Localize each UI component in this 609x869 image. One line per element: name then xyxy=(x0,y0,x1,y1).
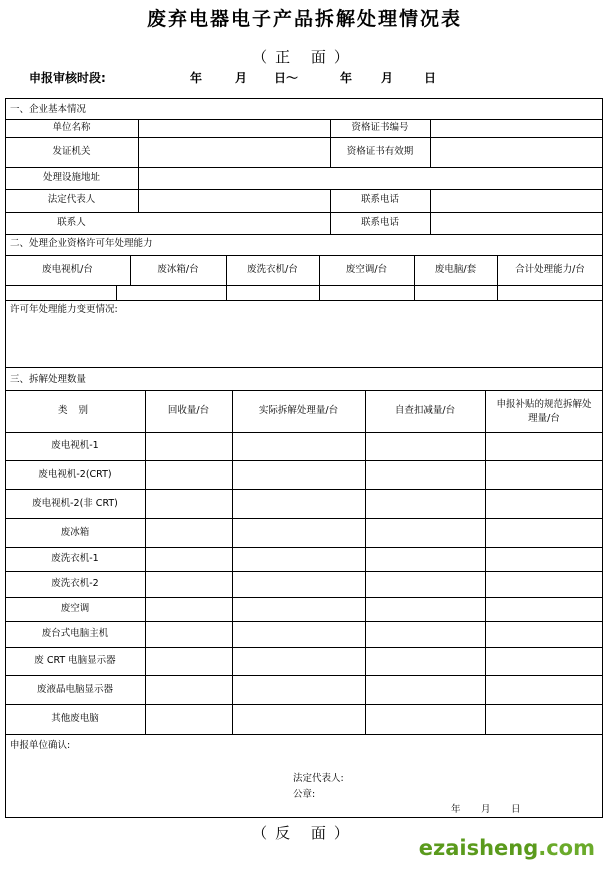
divider xyxy=(430,137,431,167)
table-row: 废电视机-1 xyxy=(51,440,99,451)
divider xyxy=(5,255,603,256)
table-row: 废冰箱 xyxy=(60,527,90,538)
table-row: 废台式电脑主机 xyxy=(41,628,109,639)
cert-no-label: 资格证书编号 xyxy=(351,122,409,133)
divider xyxy=(5,597,603,598)
watermark-tld: .com xyxy=(538,836,595,860)
divider xyxy=(319,255,320,300)
divider xyxy=(5,367,603,368)
contact-label: 联系人 xyxy=(57,217,86,228)
s3-col-deduction: 自查扣减量/台 xyxy=(394,405,456,416)
confirm-legal-rep: 法定代表人: xyxy=(293,773,344,784)
table-row: 废空调 xyxy=(60,603,90,614)
issuer-label: 发证机关 xyxy=(52,146,91,157)
period-year-2: 年 xyxy=(340,71,353,85)
divider xyxy=(5,432,603,433)
table-row: 废洗衣机-2 xyxy=(51,578,99,589)
back-label: （反 面） xyxy=(252,824,357,842)
s3-col-category: 类 别 xyxy=(57,405,93,416)
divider xyxy=(226,255,227,300)
divider xyxy=(116,285,117,300)
table-row: 废液晶电脑显示器 xyxy=(36,684,113,695)
watermark-logo xyxy=(419,836,595,860)
unit-name-label: 单位名称 xyxy=(52,122,91,133)
cert-valid-label: 资格证书有效期 xyxy=(346,146,414,157)
divider xyxy=(5,734,603,735)
divider xyxy=(5,300,603,301)
confirm-day: 日 xyxy=(511,804,521,815)
divider xyxy=(414,255,415,300)
divider xyxy=(5,489,603,490)
s2-col-tv: 废电视机/台 xyxy=(42,264,93,275)
period-day-1: 日～ xyxy=(274,71,299,85)
legal-rep-label: 法定代表人 xyxy=(47,194,96,205)
confirm-year: 年 xyxy=(451,804,461,815)
s2-col-total: 合计处理能力/台 xyxy=(515,264,585,275)
divider xyxy=(5,234,603,235)
table-row: 废电视机-2(非 CRT) xyxy=(32,498,118,509)
period-label: 申报审核时段: xyxy=(29,71,106,85)
divider xyxy=(5,212,603,213)
divider xyxy=(430,119,431,137)
section1-heading: 一、企业基本情况 xyxy=(10,104,87,115)
divider xyxy=(5,647,603,648)
front-label: （正 面） xyxy=(252,48,357,66)
divider xyxy=(497,255,498,300)
divider xyxy=(5,189,603,190)
divider xyxy=(485,390,486,734)
table-row: 其他废电脑 xyxy=(51,713,99,724)
period-day-2: 日 xyxy=(424,71,437,85)
form-frame xyxy=(5,98,603,818)
divider xyxy=(5,285,603,286)
divider xyxy=(138,119,139,212)
period-month-1: 月 xyxy=(235,71,248,85)
s2-col-fridge: 废冰箱/台 xyxy=(157,264,199,275)
section2-heading: 二、处理企业资格许可年处理能力 xyxy=(10,238,153,249)
divider xyxy=(5,518,603,519)
s2-col-ac: 废空调/台 xyxy=(345,264,388,275)
divider xyxy=(5,547,603,548)
table-row: 废 CRT 电脑显示器 xyxy=(34,655,116,666)
confirm-seal: 公章: xyxy=(293,789,316,800)
divider xyxy=(5,167,603,168)
s3-col-actual: 实际拆解处理量/台 xyxy=(258,405,339,416)
capacity-change-label: 许可年处理能力变更情况: xyxy=(10,304,118,315)
divider xyxy=(5,390,603,391)
s3-col-recycled: 回收量/台 xyxy=(167,405,210,416)
s3-col-subsidy: 申报补贴的规范拆解处理量/台 xyxy=(496,399,592,424)
divider xyxy=(5,675,603,676)
divider xyxy=(5,571,603,572)
confirm-label: 申报单位确认: xyxy=(10,740,71,751)
s2-col-washer: 废洗衣机/台 xyxy=(247,264,298,275)
facility-address-label: 处理设施地址 xyxy=(42,172,100,183)
phone-label-1: 联系电话 xyxy=(360,194,399,205)
section3-heading: 三、拆解处理数量 xyxy=(10,374,87,385)
divider xyxy=(5,621,603,622)
table-row: 废洗衣机-1 xyxy=(51,553,99,564)
table-row: 废电视机-2(CRT) xyxy=(38,469,112,480)
s2-col-pc: 废电脑/套 xyxy=(434,264,477,275)
period-month-2: 月 xyxy=(381,71,394,85)
divider xyxy=(145,390,146,734)
divider xyxy=(232,390,233,734)
divider xyxy=(5,137,603,138)
watermark-brand: ezaisheng xyxy=(418,836,539,860)
divider xyxy=(365,390,366,734)
phone-label-2: 联系电话 xyxy=(360,217,399,228)
page-title: 废弃电器电子产品拆解处理情况表 xyxy=(146,8,462,30)
confirm-month: 月 xyxy=(481,804,491,815)
divider xyxy=(5,704,603,705)
period-year-1: 年 xyxy=(190,71,203,85)
divider xyxy=(5,119,603,120)
divider xyxy=(5,460,603,461)
